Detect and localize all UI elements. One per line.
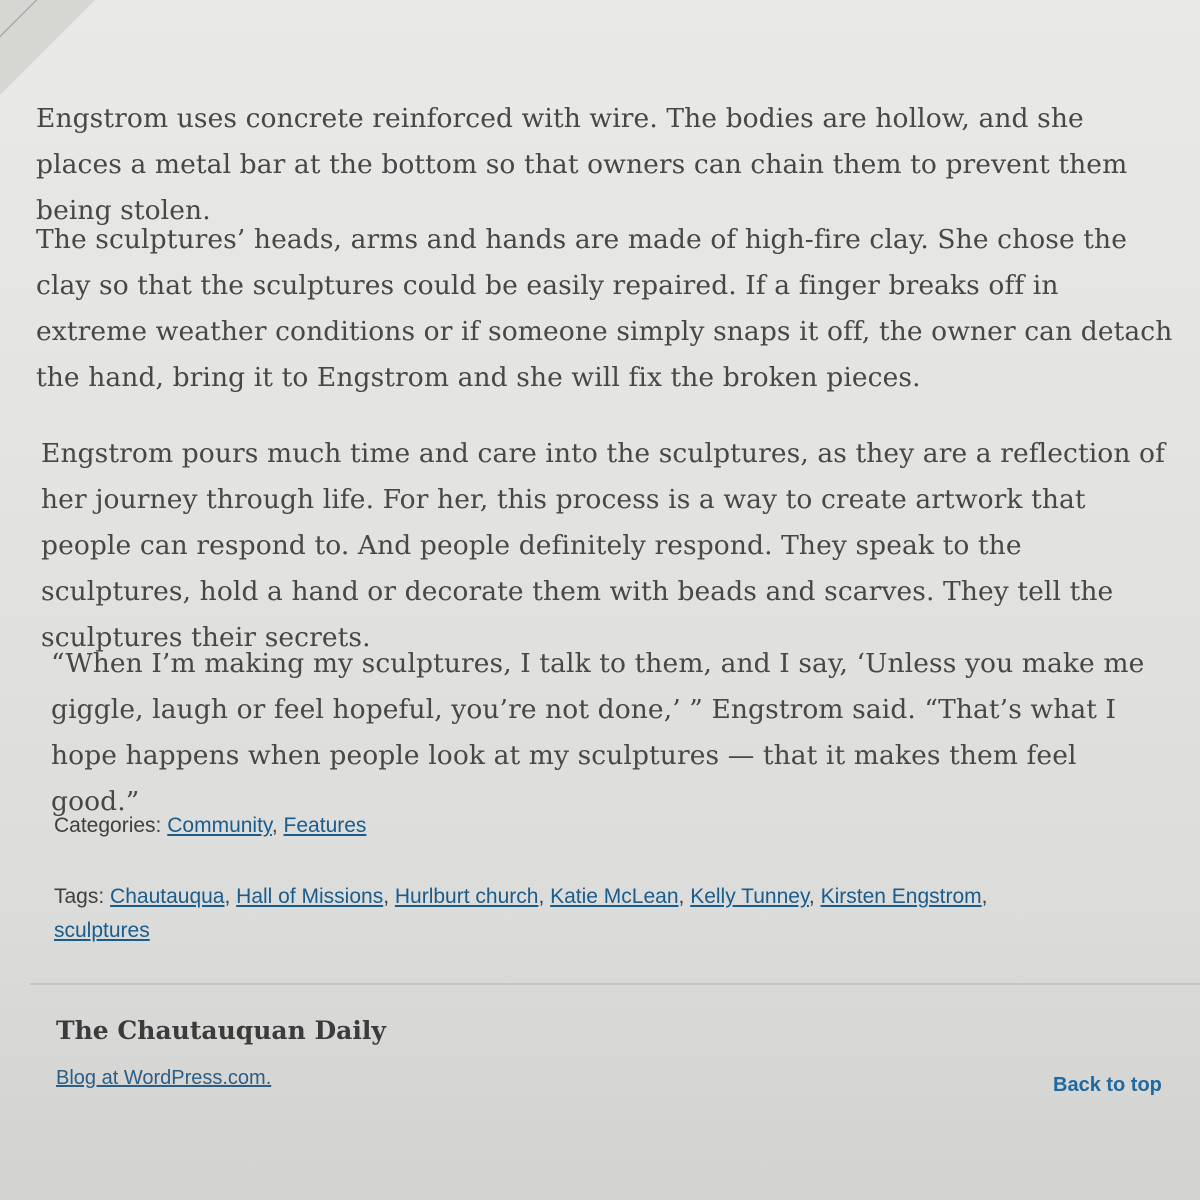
article-paragraph: The sculptures’ heads, arms and hands are made of high-fire clay. She chose the clay so that the sculptures could be easily repaired. If a finger breaks off in extreme weather conditions or if someone simply snaps it off, the owner can detach the hand, bring it to Engstrom and she will fix the broken pieces. xyxy=(36,224,1173,393)
tag-link-kelly-tunney[interactable]: Kelly Tunney xyxy=(690,885,809,908)
site-title[interactable]: The Chautauquan Daily xyxy=(56,1016,386,1045)
post-tags: Tags: Chautauqua, Hall of Missions, Hurlburt church, Katie McLean, Kelly Tunney, Kirsten Engstrom, sculptures xyxy=(54,885,988,942)
post-categories: Categories: Community, Features xyxy=(54,814,367,837)
article-paragraph: Engstrom uses concrete reinforced with wire. The bodies are hollow, and she places a metal bar at the bottom so that owners can chain them to prevent them being stolen. xyxy=(36,103,1128,226)
tag-link-kirsten-engstrom[interactable]: Kirsten Engstrom xyxy=(820,885,982,908)
category-link-features[interactable]: Features xyxy=(283,814,367,837)
tag-link-hall-of-missions[interactable]: Hall of Missions xyxy=(236,885,384,908)
back-to-top-link[interactable]: Back to top xyxy=(1053,1074,1162,1096)
category-link-community[interactable]: Community xyxy=(167,814,272,837)
categories-label: Categories: xyxy=(54,814,162,837)
wordpress-credit-link[interactable]: Blog at WordPress.com. xyxy=(56,1067,272,1089)
tag-link-katie-mclean[interactable]: Katie McLean xyxy=(550,885,679,908)
tag-link-hurlburt-church[interactable]: Hurlburt church xyxy=(394,885,539,908)
footer-divider xyxy=(30,983,1200,985)
article-paragraph: Engstrom pours much time and care into the sculptures, as they are a reflection of her journey through life. For her, this process is a way to create artwork that people can respond to. And people definitely respond. They speak to the sculptures, hold a hand or decorate them with beads and scarves. They tell the sculptures their secrets. xyxy=(41,438,1165,653)
tag-link-chautauqua[interactable]: Chautauqua xyxy=(110,885,225,908)
folded-corner xyxy=(0,0,95,95)
article-quote-paragraph: “When I’m making my sculptures, I talk to them, and I say, ‘Unless you make me giggle, laugh or feel hopeful, you’re not done,’ ” Engstrom said. “That’s what I hope happens when people look at my sculptures — that it makes them feel good.” xyxy=(51,648,1145,817)
tags-label: Tags: xyxy=(54,885,105,908)
tag-link-sculptures[interactable]: sculptures xyxy=(54,919,150,942)
